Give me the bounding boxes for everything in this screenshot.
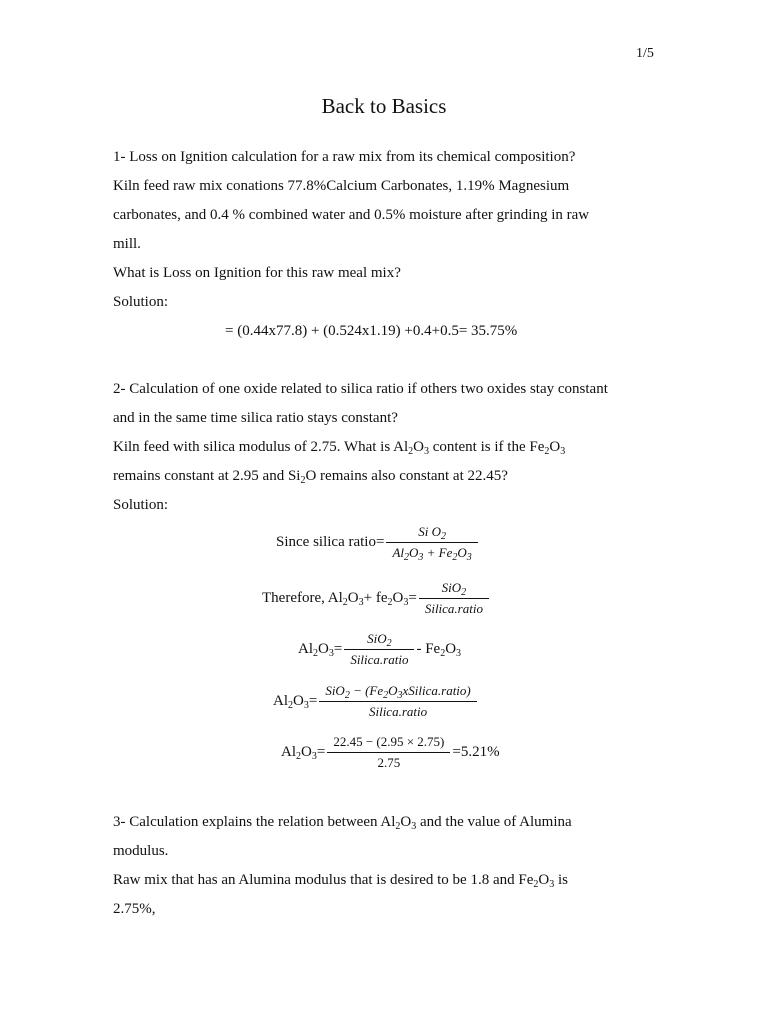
s1-question: What is Loss on Ignition for this raw meal mix? — [113, 265, 401, 281]
s3-text-line: modulus. — [113, 843, 169, 859]
fraction: $\frac{22.45 - (2.95 \times 2.75)}{2.75}$ — [327, 734, 450, 771]
s3-text-line: Raw mix that has an Alumina modulus that is desired to be 1.8 and $Fe_2O_3$ is — [113, 872, 568, 890]
s3-text-line: 2.75%, — [113, 901, 156, 917]
s1-text-line: carbonates, and 0.4 % combined water and 0.5% moisture after grinding in raw — [113, 207, 590, 223]
fraction: $\frac{SiO_2}{\text{Silica.ratio}}$ — [419, 580, 489, 617]
fraction: $\frac{SiO_2 - (Fe_2O_3xSilica.ratio)}{\text{Silica.ratio}}$ — [319, 683, 476, 720]
s1-text-line: mill. — [113, 236, 141, 252]
page-title: Back to Basics — [321, 94, 447, 118]
equation-therefore: Therefore, $Al_2O_3+ fe_2O_3=$ $\frac{SiO_2}{\text{Silica.ratio}}$ — [262, 580, 491, 617]
s2-question-line: 2- Calculation of one oxide related to silica ratio if others two oxides stay constant — [113, 381, 608, 397]
s1-formula: = (0.44x77.8) + (0.524x1.19) +0.4+0.5= 35.75% — [225, 323, 518, 339]
equation-silica-ratio: Since silica ratio= $\frac{Si O_2}{Al_2O_3 + Fe_2O_3}$ — [276, 524, 480, 561]
s2-text-line: and in the same time silica ratio stays constant? — [113, 410, 398, 426]
s2-text-line: remains constant at 2.95 and $Si_2O$ remains also constant at 22.45? — [113, 468, 508, 486]
s1-question-line: 1- Loss on Ignition calculation for a raw mix from its chemical composition? — [113, 149, 576, 165]
equation-al2o3-result: $Al_2O_3=$ $\frac{22.45 - (2.95 \times 2.75)}{2.75}$ =5.21% — [281, 734, 500, 770]
s1-text-line: Kiln feed raw mix conations 77.8%Calcium Carbonates, 1.19% Magnesium — [113, 178, 570, 194]
fraction: $\frac{Si O_2}{Al_2O_3 + Fe_2O_3}$ — [386, 524, 477, 561]
s2-solution-label: Solution: — [113, 497, 169, 513]
page-number: 1/5 — [636, 46, 654, 61]
equation-al2o3-1: $Al_2O_3=$ $\frac{SiO_2}{\text{Silica.ratio}}$ - $Fe_2O_3$ — [298, 631, 462, 667]
s2-text-line: Kiln feed with silica modulus of 2.75. What is $Al_2O_3$ content is if the $Fe_2O_3$ — [113, 439, 566, 457]
s1-solution-label: Solution: — [113, 294, 169, 310]
equation-al2o3-2: $Al_2O_3=$ $\frac{SiO_2 - (Fe_2O_3xSilica.ratio)}{\text{Silica.ratio}}$ — [273, 683, 479, 720]
s3-question-line: 3- Calculation explains the relation between $Al_2O_3$ and the value of Alumina — [113, 814, 572, 832]
fraction: $\frac{SiO_2}{\text{Silica.ratio}}$ — [344, 631, 414, 668]
